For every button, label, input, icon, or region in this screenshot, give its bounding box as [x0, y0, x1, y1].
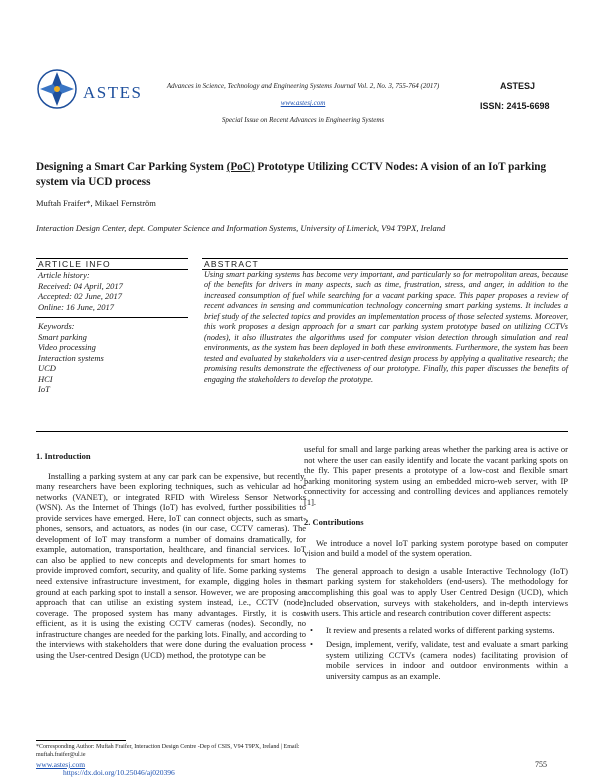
history-online: Online: 16 June, 2017 — [38, 301, 115, 312]
page-number: 755 — [535, 760, 547, 769]
list-item: • It review and presents a related works of different parking systems. — [304, 625, 568, 636]
footnote: *Corresponding Author: Muftah Fraifer, Interaction Design Centre -Dep of CSIS, V94 T9PX, Ireland | Email: muftah.fraifer@ul.ie — [36, 744, 300, 758]
keyword: HCI — [38, 373, 53, 384]
keywords — [38, 321, 188, 395]
history-accepted: Accepted: 02 June, 2017 — [38, 291, 123, 301]
paper-title — [36, 160, 566, 190]
keyword: Video processing — [38, 342, 96, 352]
keyword: Interaction systems — [38, 352, 104, 363]
issn: ISSN: 2415-6698 — [480, 101, 550, 111]
footnote-divider — [36, 740, 126, 741]
article-history — [38, 270, 188, 312]
authors: Muftah Fraifer*, Mikael Fernström — [36, 198, 156, 208]
divider — [36, 317, 188, 318]
keyword: UCD — [38, 363, 56, 373]
history-label: Article history: — [38, 270, 90, 280]
keyword: IoT — [38, 384, 50, 394]
section-heading-contributions: 2. Contributions — [304, 517, 364, 528]
abstract-heading: ABSTRACT — [204, 259, 259, 269]
paragraph: Installing a parking system at any car park can be expensive, but recently, many researchers have been exploring techniques, such as vehicular ad hoc networks (VANET), or integrated RFID with Wireless Sensor Networks (WSN). As the Internet of Things (IoT) has evolved, further possibilities to provide services have emerged. Here, IoT can connect objects, such as smart-phones, sensors, and actuators, as nodes (in our case, CCTV cameras). The development of IoT may transform a number of domains dramatically, for example, automation, transportation, healthcare, and financial services. IoT can also be applied to new concepts and developments for smart homes to provide improved comfort, security, and quality of life. Some parking systems need extensive infrastructure investment, for example, digging holes in the ground at each parking spot to install a sensor. However, we are proposing an approach that can utilise an existing system instead, i.e., CCTV (node) coverage. The proposed system has many advantages. Firstly, it is cost efficient, as it is using the existing CCTV cameras (nodes). Secondly, no infrastructure changes are needed for the parking lots. Finally, and according to the interviews with stakeholders that were done during the evaluation process using the User-centred Design (UCD) method, the prototype can be — [36, 470, 306, 660]
journal-abbreviation: ASTESJ — [500, 81, 536, 91]
journal-url-link[interactable]: www.astesj.com — [280, 99, 326, 107]
article-info-heading: ARTICLE INFO — [38, 259, 111, 269]
title-poc: (PoC) — [226, 161, 255, 173]
section-heading-introduction: 1. Introduction — [36, 451, 91, 461]
right-column — [304, 444, 568, 685]
title-part-2: Prototype Utilizing CCTV Nodes: A vision of an IoT parking system via UCD process — [36, 161, 547, 188]
paragraph: useful for small and large parking areas whether the parking area is active or not where the user can easily identify and locate the vacant parking spots on the fly. This paper presents a prototype of a low-cost and flexible smart parking monitoring system using an embedded micro-web server, with IP connectivity for accessing and controlling devices and appliances remotely [1]. — [304, 444, 568, 507]
journal-citation: Advances in Science, Technology and Engineering Systems Journal Vol. 2, No. 3, 755-764 (2017) — [166, 82, 440, 90]
list-item: • Design, implement, verify, validate, test and evaluate a smart parking system utilizing CCTVs (camera nodes) facilitating provision of mobile services in indoor and outdoor environments within a university campus as an example. — [304, 639, 568, 681]
contribution-list — [304, 625, 568, 682]
astes-logo-icon — [36, 68, 78, 110]
logo-text: ASTES — [83, 83, 143, 102]
paragraph: The general approach to design a usable Interactive Technology (IoT) smart parking system for stakeholders (end-users). The methodology for accomplishing this goal was to apply User Centred Design (UCD), which included observation, surveys with stakeholders, and in-depth interviews with users. This article and research contribution cover different aspects: — [304, 565, 568, 619]
abstract-text: Using smart parking systems has become very important, and particularly so for metropolitan areas, because of the benefits for drivers in many aspects, such as time, frustration, stress, and anger, in addition to the increased consumption of fuel while searching for a vacant parking space. This paper proposes a review of recent advances in sensing and communication technology concerning smart parking systems. It includes a brief study of the selected topics and provides an implementation process of those selected systems. Moreover, this work proposes a design approach for a smart car parking system prototype based on utilizing CCTVs (nodes), it also illustrates the algorithms used for computer vision detection through simulation and real environments, as the system has been deployed in both these environments. Furthermore, the system has been tested and evaluated by stakeholders via a user-centred design process by applying a qualitative research; the promising results demonstrate the effectiveness of our prototype. Finally, this paper discusses the benefits of engaging the stakeholders to develop the prototype. — [204, 270, 568, 384]
special-issue-line: Special Issue on Recent Advances in Engineering Systems — [221, 116, 385, 124]
keywords-label: Keywords: — [38, 321, 75, 331]
left-column — [36, 451, 306, 660]
affiliation: Interaction Design Center, dept. Computer Science and Information Systems, University of Limerick, V94 T9PX, Ireland — [36, 223, 446, 233]
title-part-1: Designing a Smart Car Parking System — [36, 161, 227, 173]
paragraph: We introduce a novel IoT parking system porotype based on computer vision and build a model of the system operation. — [304, 537, 568, 559]
history-received: Received: 04 April, 2017 — [38, 280, 123, 291]
keyword: Smart parking — [38, 331, 87, 342]
divider — [36, 431, 568, 432]
footer-url-link[interactable]: www.astesj.com — [36, 760, 86, 769]
doi-link[interactable]: https://dx.doi.org/10.25046/aj020396 — [63, 768, 175, 777]
